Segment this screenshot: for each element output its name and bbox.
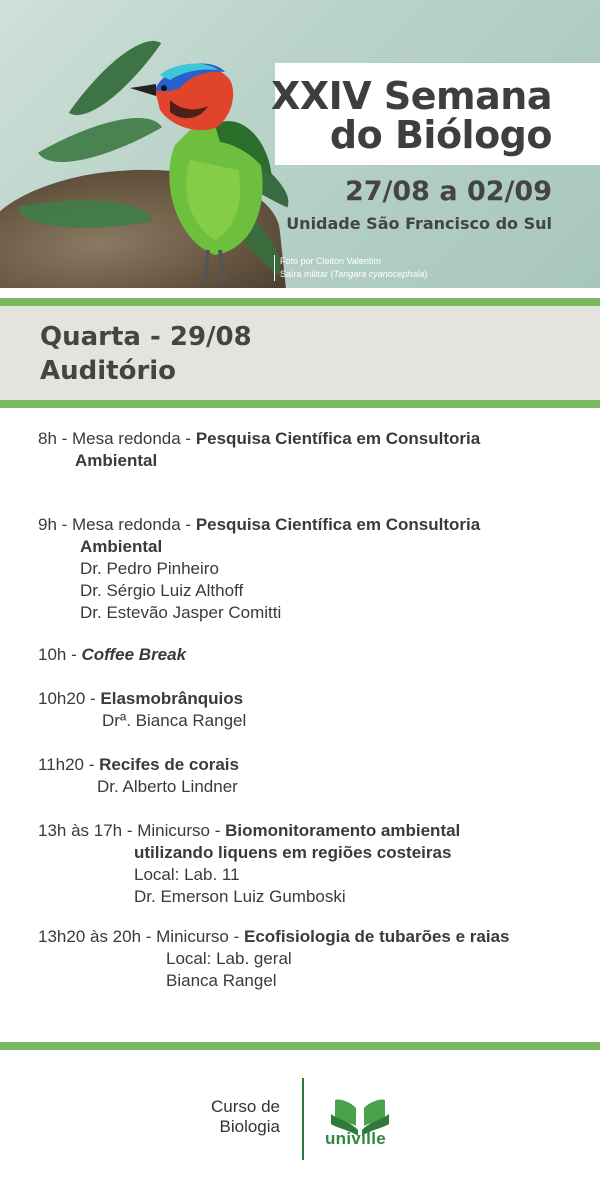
- item-title: Elasmobrânquios: [100, 689, 244, 708]
- item-speaker: Bianca Rangel: [166, 971, 277, 990]
- item-time: 13h às 17h - Minicurso -: [38, 821, 226, 840]
- item-title-cont: Ambiental: [80, 537, 163, 556]
- item-title-cont: Ambiental: [75, 451, 158, 470]
- item-speaker: Dr. Alberto Lindner: [97, 777, 238, 796]
- divider-bar: [0, 400, 600, 408]
- item-title: Pesquisa Científica em Consultoria: [195, 429, 481, 448]
- item-title: Ecofisiologia de tubarões e raias: [244, 927, 510, 946]
- item-title: Recifes de corais: [99, 755, 239, 774]
- divider-bar: [0, 298, 600, 306]
- item-title: Biomonitoramento ambiental: [225, 821, 461, 840]
- day-date: Quarta - 29/08: [40, 322, 252, 352]
- event-location: Unidade São Francisco do Sul: [286, 214, 552, 233]
- event-title-line1: XXIV Semana: [271, 74, 552, 118]
- item-title: Pesquisa Científica em Consultoria: [195, 515, 481, 534]
- schedule-item: [38, 644, 578, 666]
- day-venue: Auditório: [40, 356, 177, 386]
- item-title: Coffee Break: [81, 645, 187, 664]
- item-time: 8h - Mesa redonda -: [38, 429, 196, 448]
- schedule-item: [38, 428, 578, 472]
- item-speaker: Dr. Estevão Jasper Comitti: [80, 603, 282, 622]
- photo-credit: [274, 255, 427, 281]
- footer-divider: [302, 1078, 304, 1160]
- event-dates: 27/08 a 02/09: [344, 176, 552, 207]
- course-line2: Biologia: [219, 1117, 280, 1136]
- item-time: 11h20 -: [38, 755, 100, 774]
- day-band: [0, 306, 600, 400]
- course-line1: Curso de: [211, 1097, 280, 1116]
- course-name: [211, 1097, 280, 1137]
- divider-bar: [0, 1042, 600, 1050]
- item-speaker: Drª. Bianca Rangel: [102, 711, 247, 730]
- item-time: 10h -: [38, 645, 82, 664]
- event-title-line2: do Biólogo: [329, 113, 552, 157]
- species-close: ): [424, 269, 428, 279]
- item-speaker: Dr. Sérgio Luiz Althoff: [80, 581, 244, 600]
- schedule-item: [38, 514, 578, 624]
- univille-wordmark: univille: [325, 1129, 386, 1148]
- item-speaker: Dr. Emerson Luiz Gumboski: [134, 887, 346, 906]
- photo-credit-species: [280, 268, 427, 281]
- item-time: 10h20 -: [38, 689, 101, 708]
- footer: [0, 1050, 600, 1195]
- item-time: 9h - Mesa redonda -: [38, 515, 196, 534]
- species-scientific: Tangara cyanocephala: [333, 269, 425, 279]
- schedule-item: [38, 926, 578, 992]
- item-location: Local: Lab. 11: [134, 865, 240, 884]
- species-common: Saíra militar (: [280, 269, 334, 279]
- item-speaker: Dr. Pedro Pinheiro: [80, 559, 219, 578]
- item-location: Local: Lab. geral: [166, 949, 292, 968]
- photo-credit-author: Foto por Cleiton Valentim: [280, 256, 381, 266]
- event-banner: [0, 0, 600, 288]
- item-title-cont: utilizando liquens em regiões costeiras: [134, 843, 452, 862]
- schedule-item: [38, 754, 578, 798]
- bird-illustration: [120, 50, 280, 280]
- schedule-item: [38, 688, 578, 732]
- item-time: 13h20 às 20h - Minicurso -: [38, 927, 244, 946]
- schedule-item: [38, 820, 578, 908]
